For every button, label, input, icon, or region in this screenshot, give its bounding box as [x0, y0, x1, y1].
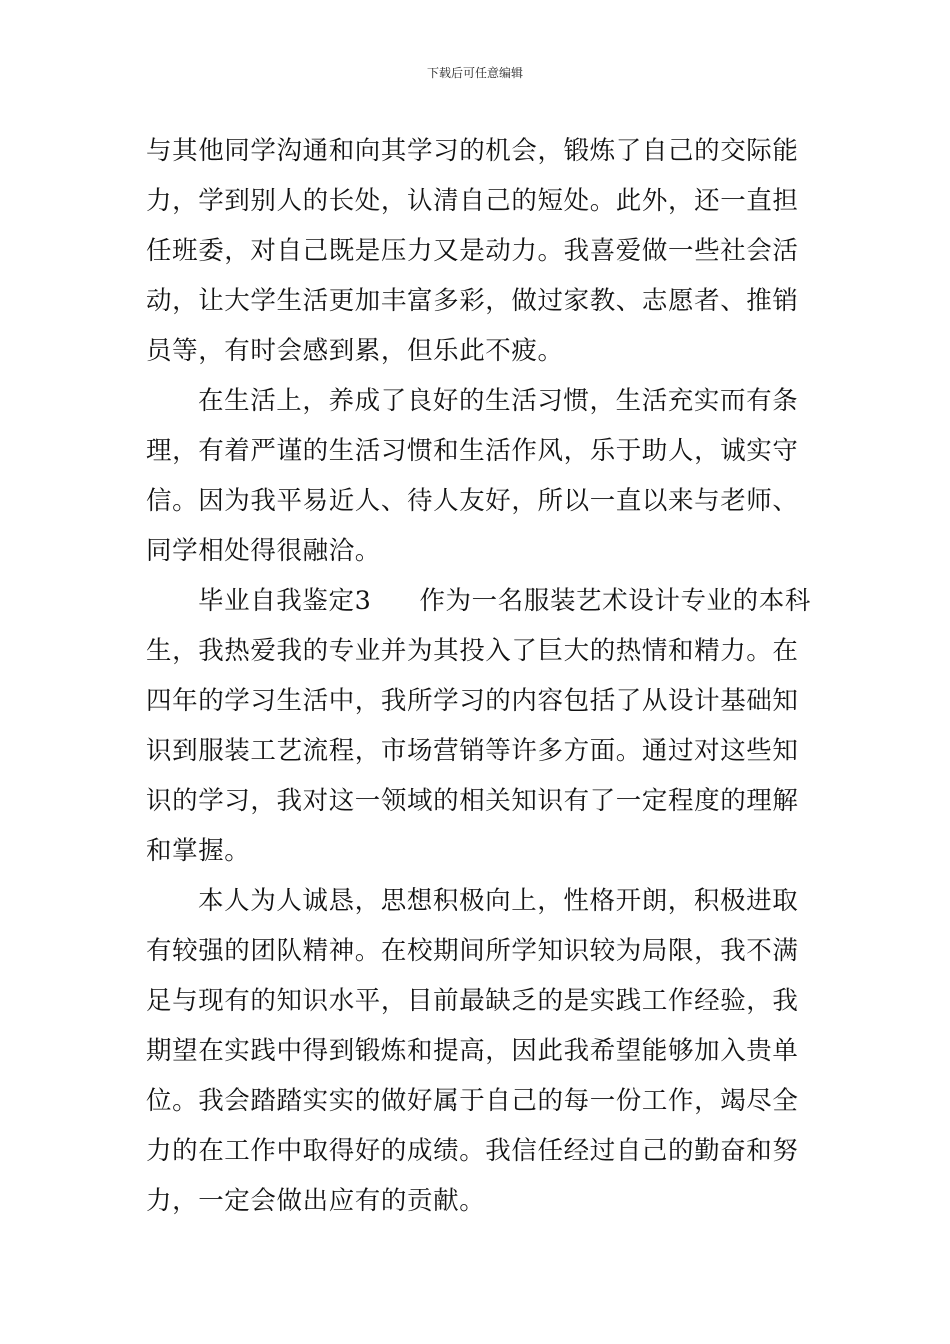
text-line: 动，让大学生活更加丰富多彩，做过家教、志愿者、推销: [146, 286, 799, 316]
text-line: 和掌握。: [146, 836, 251, 866]
text-line: 理，有着严谨的生活习惯和生活作风，乐于助人，诚实守: [146, 436, 799, 466]
text-line: 力，一定会做出应有的贡献。: [146, 1186, 486, 1216]
text-line: 力，学到别人的长处，认清自己的短处。此外，还一直担: [146, 186, 799, 216]
text-line: 期望在实践中得到锻炼和提高，因此我希望能够加入贵单: [146, 1036, 799, 1066]
document-body: [146, 126, 811, 1226]
paragraph-start-line: 本人为人诚恳，思想积极向上，性格开朗，积极进取: [198, 886, 799, 916]
text-line: 四年的学习生活中，我所学习的内容包括了从设计基础知: [146, 686, 799, 716]
text-line: 位。我会踏踏实实的做好属于自己的每一份工作，竭尽全: [146, 1086, 799, 1116]
text-line: 与其他同学沟通和向其学习的机会，锻炼了自己的交际能: [146, 136, 799, 166]
text-line: 力的在工作中取得好的成绩。我信任经过自己的勤奋和努: [146, 1136, 799, 1166]
page-header: 下载后可任意编辑: [426, 66, 523, 80]
text-line: 足与现有的知识水平，目前最缺乏的是实践工作经验，我: [146, 986, 799, 1016]
text-line: 员等，有时会感到累，但乐此不疲。: [146, 336, 564, 366]
section-heading-text: 作为一名服装艺术设计专业的本科: [419, 586, 811, 616]
text-line: 任班委，对自己既是压力又是动力。我喜爱做一些社会活: [146, 236, 799, 266]
section-heading-line: [146, 576, 811, 626]
text-line: 识的学习，我对这一领域的相关知识有了一定程度的理解: [146, 786, 799, 816]
text-line: 信。因为我平易近人、待人友好，所以一直以来与老师、: [146, 486, 799, 516]
text-line: 识到服装工艺流程，市场营销等许多方面。通过对这些知: [146, 736, 799, 766]
text-line: 有较强的团队精神。在校期间所学知识较为局限，我不满: [146, 936, 799, 966]
text-line: 同学相处得很融洽。: [146, 536, 381, 566]
paragraph-start-line: 在生活上，养成了良好的生活习惯，生活充实而有条: [198, 386, 799, 416]
section-heading: 毕业自我鉴定3: [198, 586, 372, 616]
text-line: 生，我热爱我的专业并为其投入了巨大的热情和精力。在: [146, 636, 799, 666]
